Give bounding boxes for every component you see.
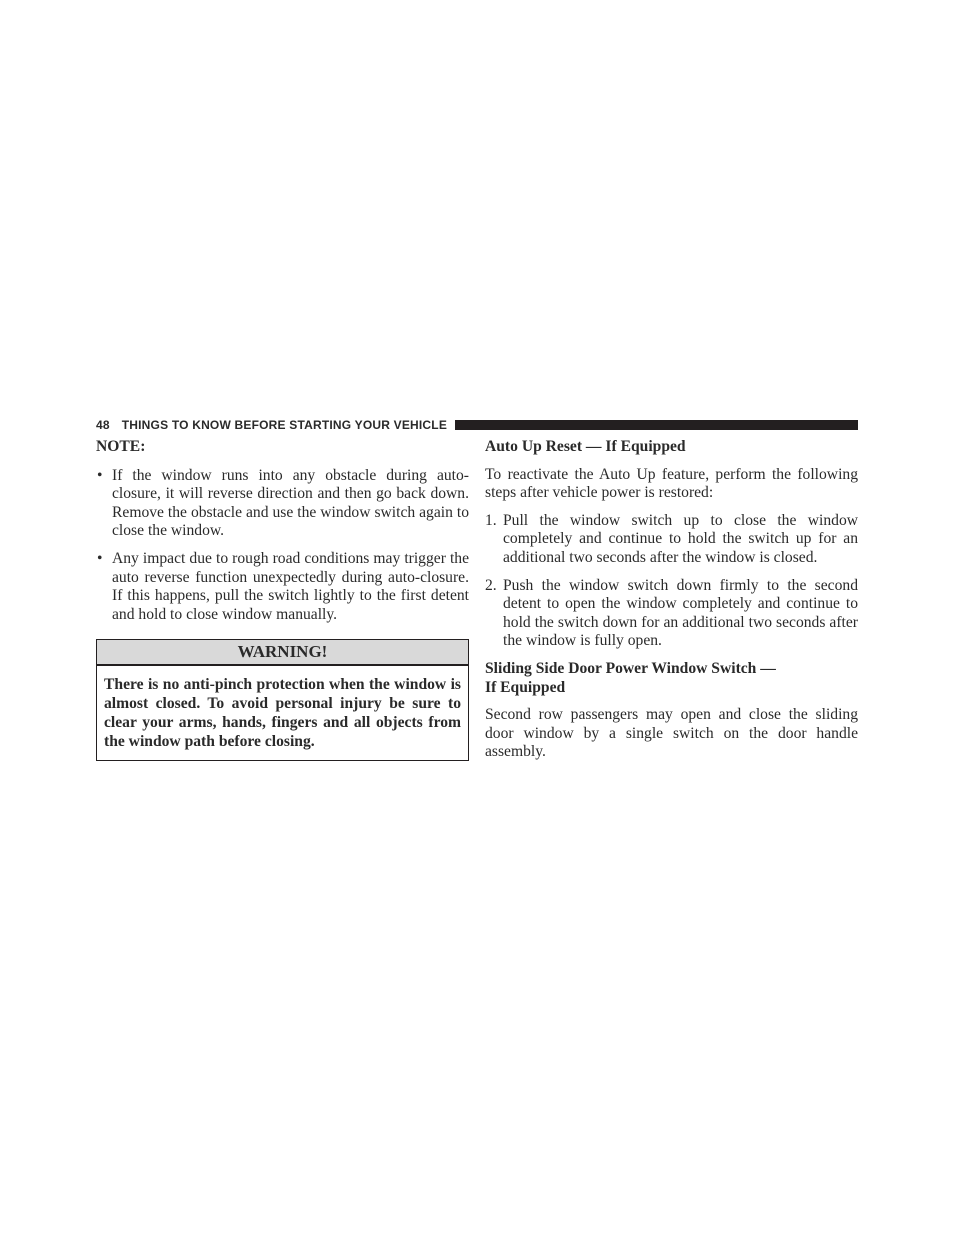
bullet-icon: • <box>97 549 103 567</box>
list-item <box>96 467 469 541</box>
note-label: NOTE: <box>96 438 146 455</box>
step-text: Pull the window switch up to close the window completely and continue to hold the switch up for an additional two seconds after the window is closed. <box>503 511 858 566</box>
auto-up-intro: To reactivate the Auto Up feature, perform the following steps after vehicle power is restored: <box>485 465 858 502</box>
page-number: 48 <box>96 418 110 432</box>
warning-box <box>96 639 469 761</box>
step-number: 2. <box>485 576 497 594</box>
bullet-text: If the window runs into any obstacle during auto-closure, it will reverse direction and then go back down. Remove the obstacle and use the window switch again to close the window. <box>112 466 469 540</box>
list-item <box>485 577 858 651</box>
list-item <box>96 550 469 624</box>
step-text: Push the window switch down firmly to the second detent to open the window completely and continue to hold the switch down for an additional two seconds after the window is fully open. <box>503 576 858 650</box>
section-title: THINGS TO KNOW BEFORE STARTING YOUR VEHICLE <box>121 418 448 432</box>
bullet-text: Any impact due to rough road conditions may trigger the auto reverse function unexpectedly during auto-closure. If this happens, pull the switch lightly to the first detent and hold to close window manually. <box>112 549 469 623</box>
sliding-door-heading <box>485 660 858 697</box>
header-rule <box>455 420 858 430</box>
warning-title: WARNING! <box>97 640 468 666</box>
bullet-icon: • <box>97 466 103 484</box>
warning-text: There is no anti-pinch protection when the window is almost closed. To avoid personal injury be sure to clear your arms, hands, fingers and all objects from the window path before closing. <box>104 676 461 751</box>
sliding-door-heading-line2: If Equipped <box>485 678 566 696</box>
page-header <box>96 418 858 432</box>
auto-up-steps <box>485 512 858 651</box>
note-bullet-list <box>96 467 469 625</box>
list-item <box>485 512 858 568</box>
left-column <box>96 436 469 761</box>
sliding-door-body: Second row passengers may open and close the sliding door window by a single switch on the door handle assembly. <box>485 706 858 761</box>
auto-up-heading: Auto Up Reset — If Equipped <box>485 438 686 455</box>
sliding-door-heading-line1: Sliding Side Door Power Window Switch — <box>485 659 776 677</box>
right-column <box>485 436 858 771</box>
step-number: 1. <box>485 511 497 529</box>
